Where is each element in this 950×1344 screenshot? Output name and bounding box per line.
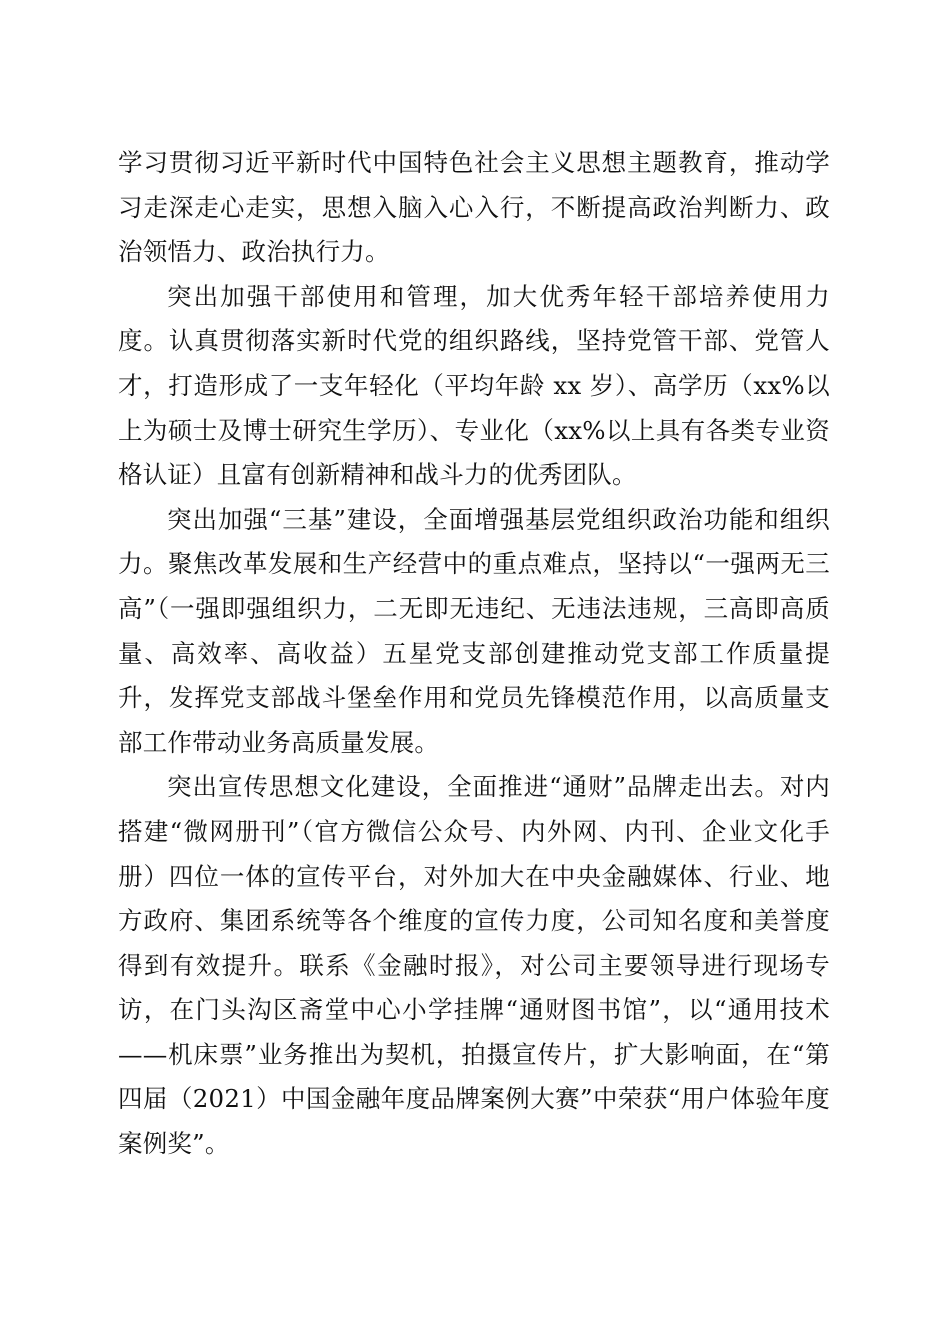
document-body — [118, 141, 830, 1167]
paragraph-publicity-culture: 突出宣传思想文化建设，全面推进“通财”品牌走出去。对内搭建“微网册刊”（官方微信公众号、内外网、内刊、企业文化手册）四位一体的宣传平台，对外加大在中央金融媒体、行业、地方政府、集团系统等各个维度的宣传力度，公司知名度和美誉度得到有效提升。联系《金融时报》，对公司主要领导进行现场专访，在门头沟区斋堂中心小学挂牌“通财图书馆”，以“通用技术——机床票”业务推出为契机，拍摄宣传片，扩大影响面，在“第四届（2021）中国金融年度品牌案例大赛”中荣获“用户体验年度案例奖”。 — [118, 772, 830, 1159]
paragraph-continuation: 学习贯彻习近平新时代中国特色社会主义思想主题教育，推动学习走深走心走实，思想入脑入心入行，不断提高政治判断力、政治领悟力、政治执行力。 — [118, 148, 830, 267]
paragraph-three-basics: 突出加强“三基”建设，全面增强基层党组织政治功能和组织力。聚焦改革发展和生产经营中的重点难点，坚持以“一强两无三高”（一强即强组织力，二无即无违纪、无违法违规，三高即高质量、高效率、高收益）五星党支部创建推动党支部工作质量提升，发挥党支部战斗堡垒作用和党员先锋模范作用，以高质量支部工作带动业务高质量发展。 — [118, 504, 830, 757]
paragraph-cadre-management: 突出加强干部使用和管理，加大优秀年轻干部培养使用力度。认真贯彻落实新时代党的组织路线，坚持党管干部、党管人才，打造形成了一支年轻化（平均年龄 xx 岁）、高学历（xx%以上为硕士及博士研究生学历）、专业化（xx%以上具有各类专业资格认证）且富有创新精神和战斗力的优秀团队。 — [118, 281, 830, 490]
